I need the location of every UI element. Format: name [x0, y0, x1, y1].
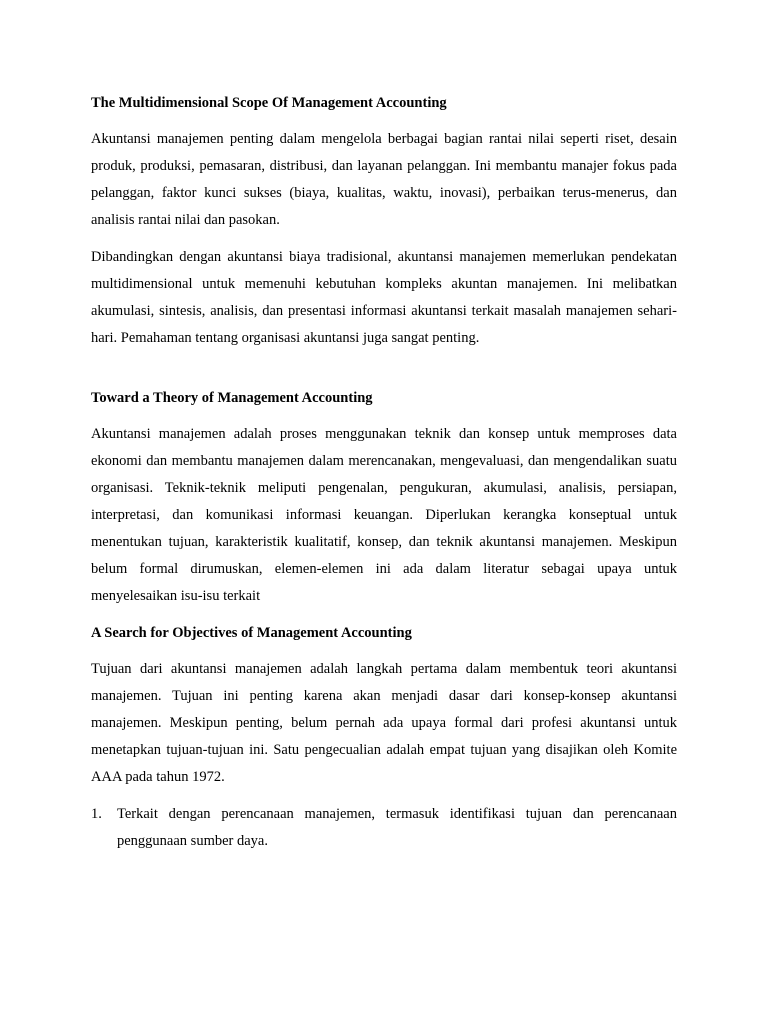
section-heading: The Multidimensional Scope Of Management Accounting — [91, 95, 447, 111]
paragraph: Akuntansi manajemen adalah proses menggunakan teknik dan konsep untuk memproses data ekonomi dan membantu manajemen dalam merencanakan, mengevaluasi, dan mengendalikan suatu organisasi. Teknik-teknik meliputi pengenalan, pengukuran, akumulasi, analisis, persiapan, interpretasi, dan komunikasi informasi keuangan. Diperlukan kerangka konseptual untuk menentukan tujuan, karakteristik kualitatif, konsep, dan teknik akuntansi manajemen. Meskipun belum formal dirumuskan, elemen-elemen ini ada dalam literatur sebagai upaya untuk menyelesaikan isu-isu terkait — [91, 426, 677, 604]
list-item-number: 1. — [91, 806, 102, 822]
list-item — [91, 801, 677, 855]
paragraph: Dibandingkan dengan akuntansi biaya tradisional, akuntansi manajemen memerlukan pendekatan multidimensional untuk memenuhi kebutuhan kompleks akuntan manajemen. Ini melibatkan akumulasi, sintesis, analisis, dan presentasi informasi akuntansi terkait masalah manajemen sehari-hari. Pemahaman tentang organisasi akuntansi juga sangat penting. — [91, 249, 677, 346]
document-page — [91, 90, 677, 855]
paragraph: Tujuan dari akuntansi manajemen adalah langkah pertama dalam membentuk teori akuntansi manajemen. Tujuan ini penting karena akan menjadi dasar dari konsep-konsep akuntansi manajemen. Meskipun penting, belum pernah ada upaya formal dari profesi akuntansi untuk menetapkan tujuan-tujuan ini. Satu pengecualian adalah empat tujuan yang disajikan oleh Komite AAA pada tahun 1972. — [91, 661, 677, 785]
section-heading: A Search for Objectives of Management Accounting — [91, 625, 412, 641]
section-heading: Toward a Theory of Management Accounting — [91, 390, 373, 406]
numbered-list — [91, 801, 677, 855]
list-item-text: Terkait dengan perencanaan manajemen, termasuk identifikasi tujuan dan perencanaan penggunaan sumber daya. — [117, 806, 677, 849]
paragraph: Akuntansi manajemen penting dalam mengelola berbagai bagian rantai nilai seperti riset, desain produk, produksi, pemasaran, distribusi, dan layanan pelanggan. Ini membantu manajer fokus pada pelanggan, faktor kunci sukses (biaya, kualitas, waktu, inovasi), perbaikan terus-menerus, dan analisis rantai nilai dan pasokan. — [91, 131, 677, 228]
